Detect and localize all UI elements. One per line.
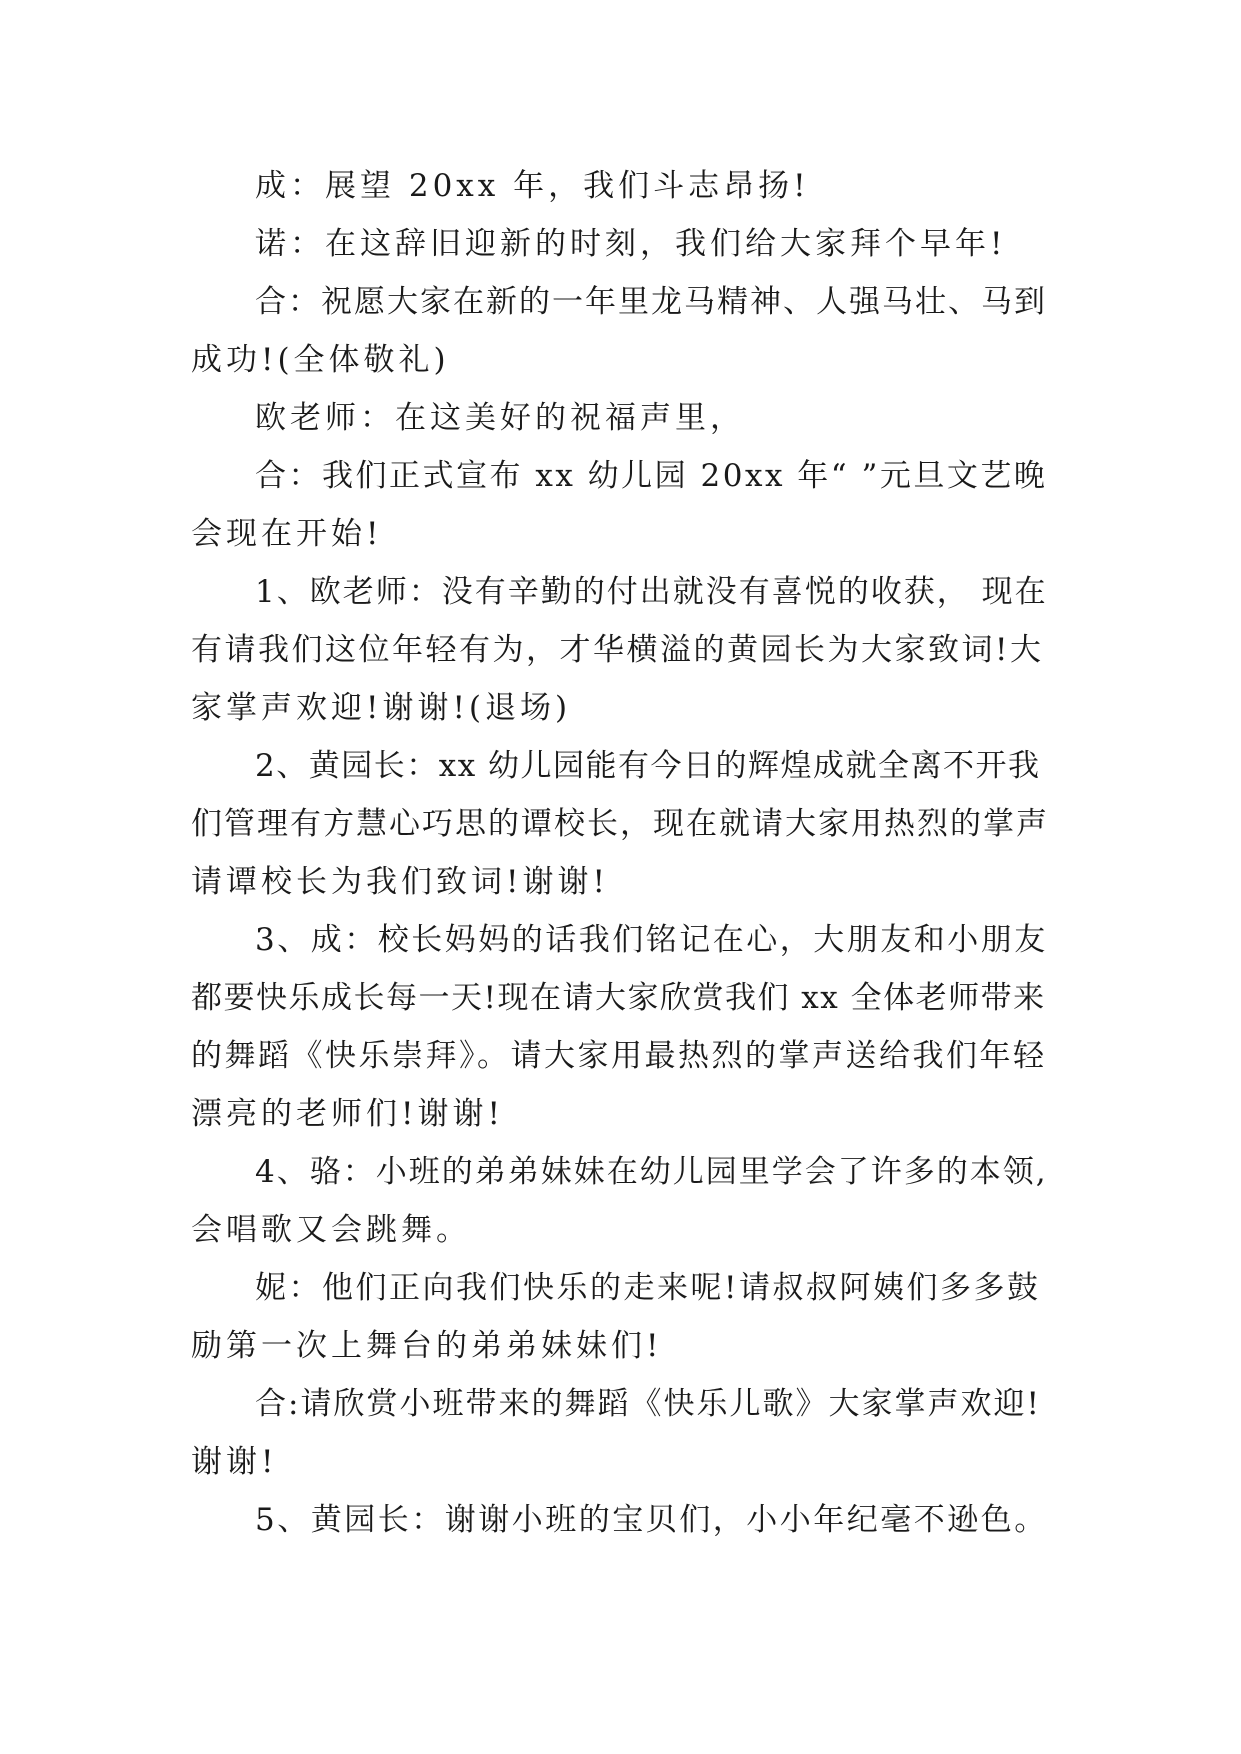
document-body [191,157,1051,1549]
text-line: 3、成：校长妈妈的话我们铭记在心，大朋友和小朋友 [255,922,1048,958]
text-line: 家掌声欢迎!谢谢!(退场) [191,690,572,726]
text-line: 欧老师：在这美好的祝福声里， [255,400,745,436]
text-line: 漂亮的老师们!谢谢! [191,1096,504,1132]
text-line: 4、骆：小班的弟弟妹妹在幼儿园里学会了许多的本领, [255,1154,1048,1190]
text-line: 都要快乐成长每一天!现在请大家欣赏我们 xx 全体老师带来 [191,980,1046,1016]
text-line: 合:请欣赏小班带来的舞蹈《快乐儿歌》大家掌声欢迎! [255,1386,1041,1422]
text-line: 成：展望 20xx 年，我们斗志昂扬! [255,168,810,204]
text-line: 请谭校长为我们致词!谢谢! [191,864,609,900]
text-line: 们管理有方慧心巧思的谭校长，现在就请大家用热烈的掌声 [191,806,1049,842]
text-line: 会唱歌又会跳舞。 [191,1212,471,1248]
text-line: 2、黄园长：xx 幼儿园能有今日的辉煌成就全离不开我 [255,748,1041,784]
text-line: 1、欧老师：没有辛勤的付出就没有喜悦的收获， 现在 [255,574,1048,610]
text-line: 合：我们正式宣布 xx 幼儿园 20xx 年“ ”元旦文艺晚 [255,458,1048,494]
text-line: 5、黄园长：谢谢小班的宝贝们，小小年纪毫不逊色。 [255,1502,1048,1538]
text-line: 励第一次上舞台的弟弟妹妹们! [191,1328,663,1364]
text-line: 有请我们这位年轻有为，才华横溢的黄园长为大家致词!大 [191,632,1044,668]
text-line: 谢谢! [191,1444,278,1480]
text-line: 的舞蹈《快乐崇拜》。请大家用最热烈的掌声送给我们年轻 [191,1038,1047,1074]
text-line: 会现在开始! [191,516,383,552]
text-line: 妮：他们正向我们快乐的走来呢!请叔叔阿姨们多多鼓 [255,1270,1041,1306]
text-line: 合：祝愿大家在新的一年里龙马精神、人强马壮、马到 [255,284,1047,320]
text-line: 成功!(全体敬礼) [191,342,450,378]
text-line: 诺：在这辞旧迎新的时刻，我们给大家拜个早年! [255,226,1007,262]
